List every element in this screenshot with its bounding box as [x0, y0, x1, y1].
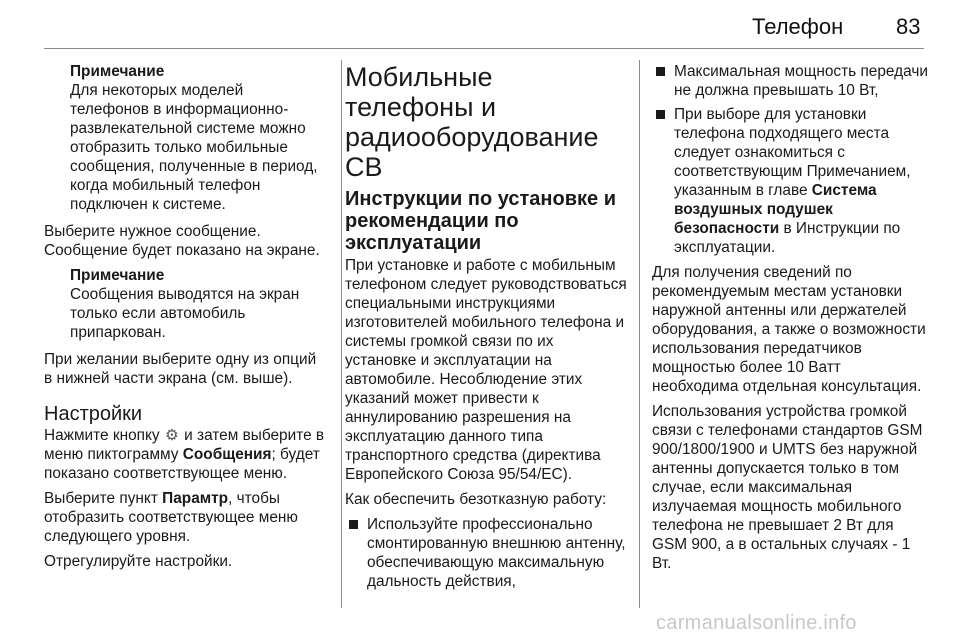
- paragraph-select-message: Выберите нужное сообщение. Сообщение будет показано на экране.: [44, 223, 320, 259]
- column-1: [44, 62, 326, 577]
- select-param-text-b: , чтобы отобразить соответствующее меню следующего уровня.: [44, 490, 298, 545]
- bullet-2-text-a: При выборе для установки телефона подходящего места следует ознакомиться с соответствующим Примечанием, указанным в главе: [674, 106, 911, 199]
- column-3: [652, 62, 928, 579]
- note-1-title: Примечание: [70, 63, 165, 80]
- paragraph-select-param: [44, 489, 326, 546]
- paragraph-options: При желании выберите одну из опций в нижней части экрана (см. выше).: [44, 351, 317, 387]
- note-2-text: Сообщения выводятся на экран только если автомобиль припаркован.: [70, 286, 300, 341]
- note-1-text: Для некоторых моделей телефонов в информационно-развлекательной системе можно отобразить только мобильные сообщения, полученные в период, когда мобильный телефон подключен к системе.: [70, 82, 318, 213]
- column-divider-2: [639, 60, 640, 608]
- watermark: carmanualsonline.info: [656, 612, 857, 634]
- bullet-2-text-b: в Инструкции по эксплуатации.: [674, 220, 901, 256]
- press-button-text-a: Нажмите кнопку: [44, 427, 160, 444]
- list-item: [652, 105, 928, 257]
- press-button-text-b: и затем выберите в меню пиктограмму: [44, 427, 325, 463]
- header-rule: [44, 48, 924, 49]
- gear-icon: ⚙: [164, 427, 179, 444]
- header-title: Телефон: [752, 14, 844, 39]
- page-number: 83: [896, 14, 921, 39]
- note-1: [70, 62, 326, 214]
- column-divider-1: [341, 60, 342, 608]
- list-item: Максимальная мощность передачи не должна превышать 10 Вт,: [652, 62, 928, 100]
- paragraph-handsfree: Использования устройства громкой связи с телефонами стандартов GSM 900/1800/1900 и UMTS без наружной антенны допускается только в том случае, если максимальная излучаемая мощность мобильного телефона не превышает 2 Вт для GSM 900, а в остальных случаях - 1 Вт.: [652, 403, 923, 572]
- param-term: Парамтр: [162, 490, 229, 507]
- section-title: Мобильные телефоны и радиооборудование CB: [345, 62, 599, 182]
- bullet-list-2: [652, 62, 928, 257]
- paragraph-adjust: Отрегулируйте настройки.: [44, 553, 233, 570]
- bullet-list-1: [345, 515, 627, 591]
- paragraph-installation: При установке и работе с мобильным телефоном следует руководствоваться специальными инструкциями изготовителей мобильного телефона и системы громкой связи по их установке и эксплуатации на автомобиле. Несоблюдение этих указаний может привести к аннулированию разрешения на эксплуатацию данного типа транспортного средства (директива Европейского Союза 95/54/EC).: [345, 257, 627, 483]
- list-item: Используйте профессионально смонтированную внешнюю антенну, обеспечивающую максимальную дальность действия,: [345, 515, 627, 591]
- messages-term: Сообщения: [182, 446, 272, 463]
- paragraph-press-button: [44, 426, 326, 483]
- section-subtitle: Инструкции по установке и рекомендации по эксплуатации: [345, 188, 616, 254]
- paragraph-antenna: Для получения сведений по рекомендуемым местам установки наружной антенны или держателей оборудования, а также о возможности использования передатчиков мощностью более 10 Ватт необходима отдельная консультация.: [652, 264, 926, 395]
- select-param-text-a: Выберите пункт: [44, 490, 163, 507]
- settings-heading: Настройки: [44, 403, 143, 425]
- press-button-text-c: ; будет показано соответствующее меню.: [44, 446, 320, 482]
- note-2-title: Примечание: [70, 267, 165, 284]
- airbag-term: Система воздушных подушек безопасности: [674, 182, 877, 237]
- column-2: [345, 62, 627, 597]
- note-2: [70, 266, 326, 342]
- paragraph-reliable: Как обеспечить безотказную работу:: [345, 491, 607, 508]
